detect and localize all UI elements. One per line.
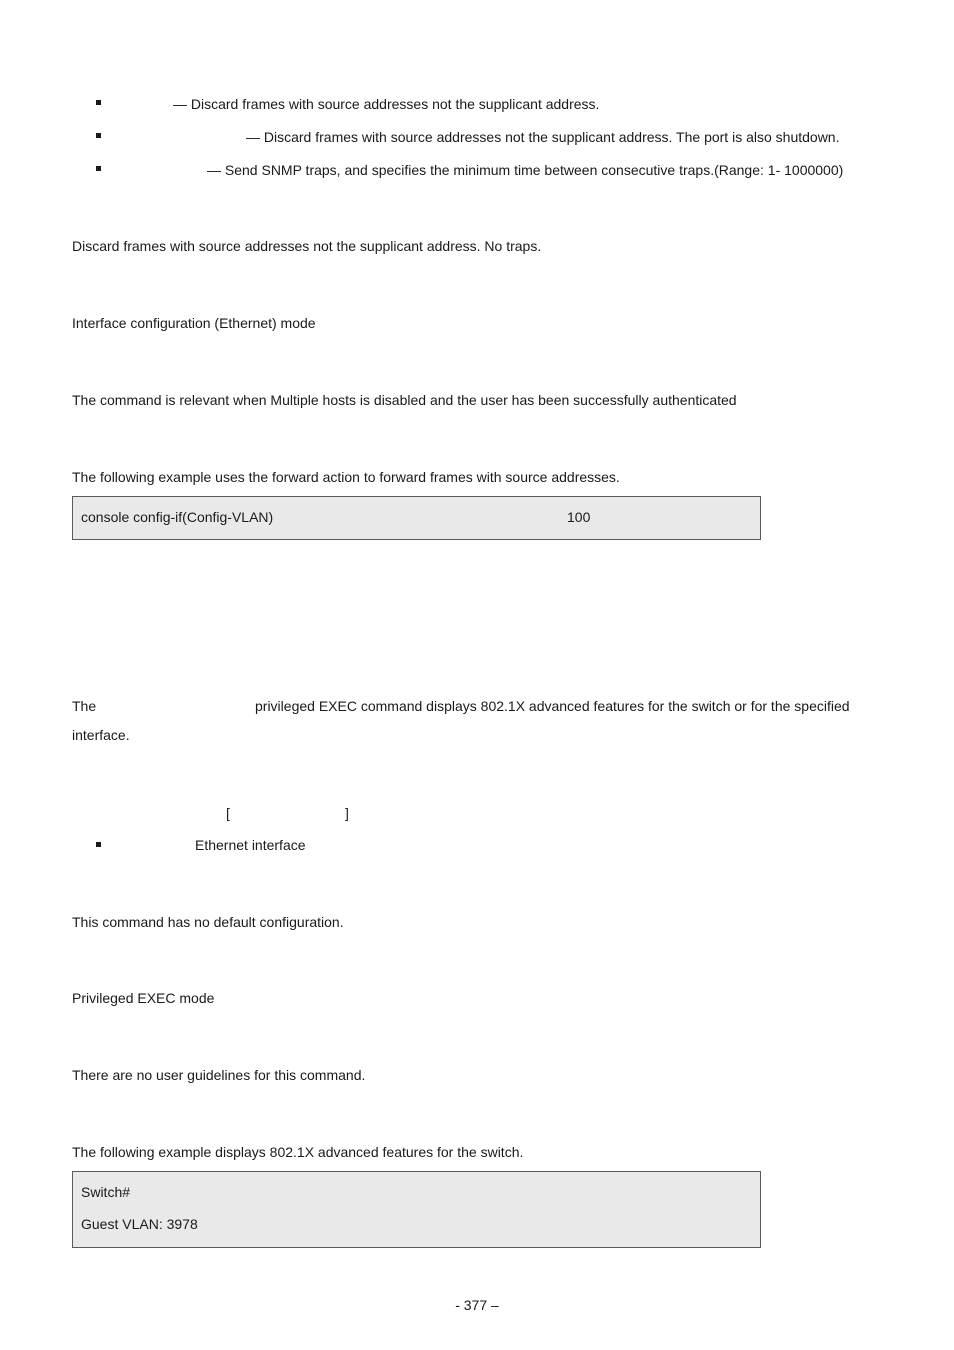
guidelines-text: The command is relevant when Multiple hosts is disabled and the user has been successfully authenticated xyxy=(72,392,737,408)
show-example-code-box xyxy=(72,1171,761,1248)
default-text: Discard frames with source addresses not the supplicant address. No traps. xyxy=(72,238,542,254)
page-number: - 377 – xyxy=(455,1297,499,1313)
syntax-bracket-close: ] xyxy=(345,805,349,821)
show-example-text: The following example displays 802.1X advanced features for the switch. xyxy=(72,1144,524,1160)
bullet-icon xyxy=(96,100,101,105)
action-option-trap: — Send SNMP traps, and specifies the minimum time between consecutive traps.(Range: 1- 1000000) xyxy=(207,162,844,178)
action-option-discard-shutdown: — Discard frames with source addresses not the supplicant address. The port is also shutdown. xyxy=(246,129,840,145)
show-description-post: privileged EXEC command displays 802.1X advanced features for the switch or for the specified xyxy=(255,698,850,714)
syntax-bracket-open: [ xyxy=(226,805,230,821)
example-prompt: console config-if(Config-VLAN) xyxy=(81,509,274,525)
show-description-pre: The xyxy=(72,698,97,714)
example-code-box xyxy=(72,496,761,540)
param-description: Ethernet interface xyxy=(195,837,306,853)
action-option-discard: — Discard frames with source addresses not the supplicant address. xyxy=(173,96,600,112)
bullet-icon xyxy=(96,842,101,847)
example-text: The following example uses the forward action to forward frames with source addresses. xyxy=(72,469,620,485)
mode-text: Interface configuration (Ethernet) mode xyxy=(72,315,316,331)
example-value: 100 xyxy=(567,509,591,525)
code-line-guest-vlan: Guest VLAN: 3978 xyxy=(81,1216,198,1232)
show-default-text: This command has no default configuration. xyxy=(72,914,344,930)
bullet-icon xyxy=(96,166,101,171)
show-guidelines-text: There are no user guidelines for this command. xyxy=(72,1067,366,1083)
bullet-icon xyxy=(96,133,101,138)
show-description-cont: interface. xyxy=(72,727,130,743)
show-mode-text: Privileged EXEC mode xyxy=(72,990,215,1006)
code-line-prompt: Switch# xyxy=(81,1184,131,1200)
